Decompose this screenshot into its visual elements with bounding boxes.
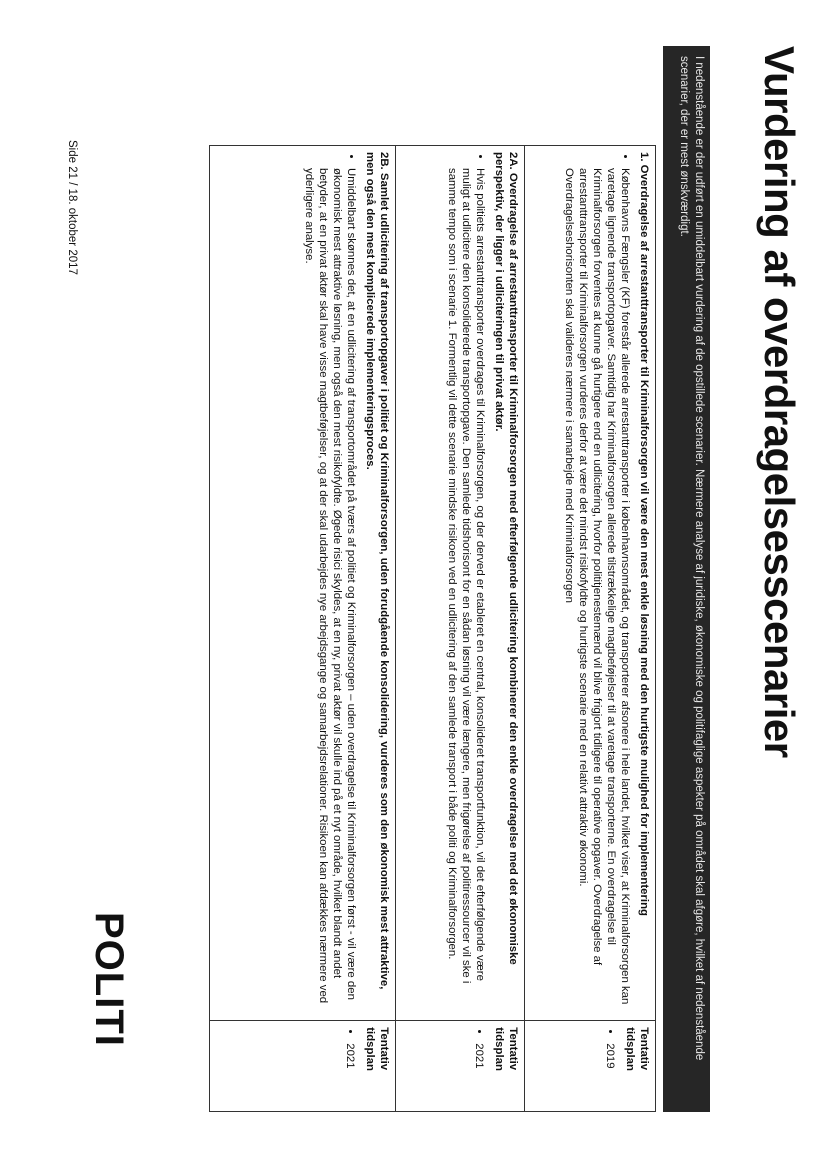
scenario-heading: 2B. Samlet udlicitering af transportopgaver i politiet og Kriminalforsorgen, uden forudgående konsolidering, vurderes som den økonomisk mest attraktive, men også den mest komplicerede implementeringsproces. [364, 152, 390, 990]
scenario-body: • Umiddelbart skønnes det, at en udlicitering af transportområdet på tværs af politiet og Kriminalforsorgen – uden overdragelse til Kriminalforsorgen først - vil være den økonomisk mest attraktive løsning, men også den mest risikofyldte. Øgede risici skyldes, at en ny, privat aktør vil skulle ind på et nyt område, hvilket blandt andet betyder, at en privat aktør skal have visse magtbeføjelser, og at der skal udarbejdes nye arbejdsgange og samarbejdsrelationer. Risikoen kan afdækkes nærmere ved yderligere analyse. [302, 168, 358, 1014]
plan-label: Tentativ tidsplan [624, 1027, 650, 1071]
plan-value: • 2021 [472, 1043, 486, 1105]
plan-value: • 2019 [603, 1043, 617, 1105]
scenario-table [209, 145, 656, 1112]
scenario-body: • Københavns Fængsler (KF) forestår allerede arrestanttransporter i københavnsområdet, og transporterer afsonere i hele landet, hvilket viser, at Kriminalforsorgen kan varetage lignende transportopgaver. Samtidig har Kriminalforsorgen allerede tilstrækkelige magtbeføjelser til at varetage transporterne. En overdragelse til Kriminalforsorgen forventes at kunne gå hurtigere end en udlicitering, hvorfor polititjenestemænd vil blive frigjort tidligere til operative opgaver. Overdragelse af arrestanttransporter til Kriminalforsorgen vurderes derfor at være det mindst risikofyldte og hurtigste scenarie med en relativt attraktiv økonomi. Overdragelseshorisonten skal valideres nærmere i samarbejde med Kriminalforsorgen [562, 168, 632, 1014]
scenario-cell [210, 146, 396, 1021]
intro-banner: I nedenstående er der udført en umiddelbart vurdering af de opstillede scenarier. Nærmere analyse af juridiske, økonomiske og politifaglige aspekter på området skal afgøre, hvilket af nedenstående scenarier, der er mest ønskværdigt. [663, 46, 710, 1112]
plan-label: Tentativ tidsplan [493, 1027, 519, 1071]
plan-cell [210, 1021, 396, 1112]
plan-value: • 2021 [343, 1043, 357, 1105]
plan-cell [525, 1021, 656, 1112]
page-title: Vurdering af overdragelsesscenarier [756, 46, 803, 758]
page-footer: Side 21 / 18. oktober 2017 [66, 140, 78, 275]
scenario-heading: 2A. Overdragelse af arrestanttransporter til Kriminalforsorgen med efterfølgende udlicitering kombinerer den enkle overdragelse med det økonomiske perspektiv, der ligger i udliciteringen til privat aktør. [493, 152, 519, 965]
scenario-cell [525, 146, 656, 1021]
table-row [525, 146, 656, 1112]
plan-label: Tentativ tidsplan [364, 1027, 390, 1071]
table-row [396, 146, 525, 1112]
scenario-cell [396, 146, 525, 1021]
table-row [210, 146, 396, 1112]
plan-cell [396, 1021, 525, 1112]
politi-logo: POLITI [87, 912, 131, 1047]
scenario-heading: 1. Overdragelse af arrestanttransporter til Kriminalforsorgen vil være den mest enkle løsning med den hurtigste mulighed for implementering [638, 152, 650, 916]
scenario-body: • Hvis politiets arrestanttransporter overdrages til Kriminalforsorgen, og der derved er etableret en central, konsolideret transportfunktion, vil det efterfølgende være muligt at udlicitere den konsoliderede transportopgave. Den samlede tidshorisont for en sådan løsning vil være længere, men frigørelse af politiressourcer vil ske i samme tempo som i scenarie 1. Formentlig vil dette scenarie mindske risikoen ved en udlicitering af den samlede transport i både politi og Kriminalforsorgen. [445, 168, 487, 1014]
